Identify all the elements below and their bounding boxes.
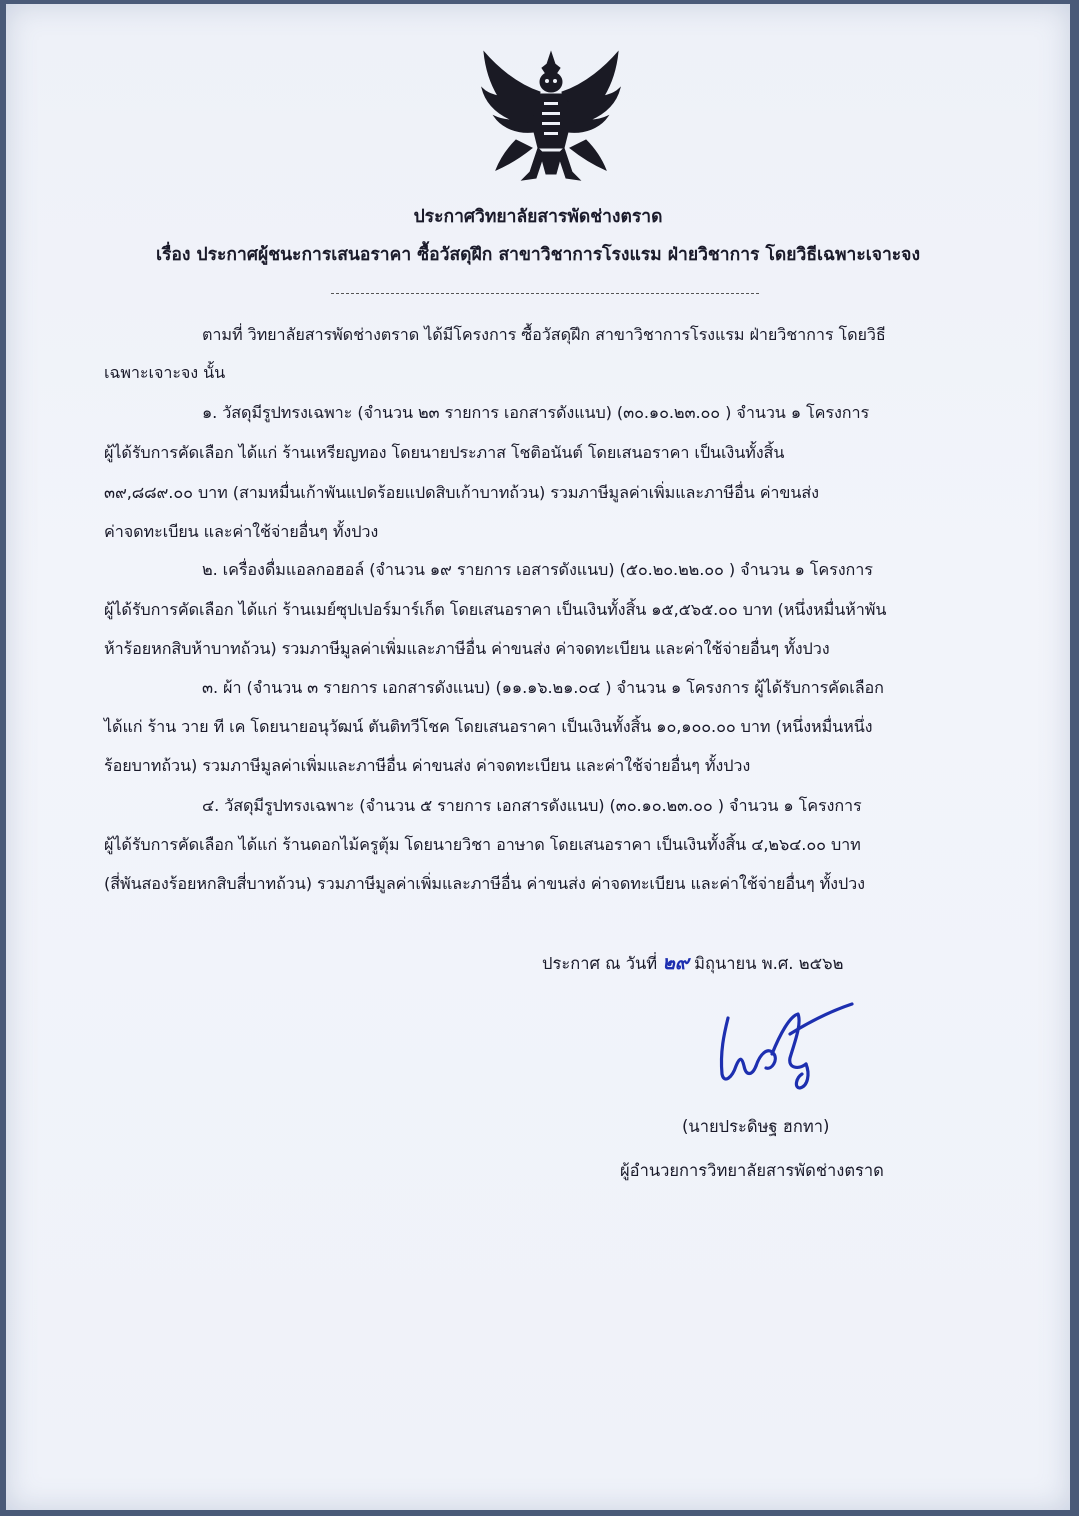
item-2-line: ผู้ได้รับการคัดเลือก ได้แก่ ร้านเมย์ซุปเปอร์มาร์เก็ต โดยเสนอราคา เป็นเงินทั้งสิ้น ๑๕,๕๖๕.๐๐ บาท (หนึ่งหมื่นห้าพัน [104,600,887,619]
intro-line: ตามที่ วิทยาลัยสารพัดช่างตราด ได้มีโครงการ ซื้อวัสดุฝึก สาขาวิชาการโรงแรม ฝ่ายวิชาการ โดยวิธี [202,325,886,344]
handwritten-signature-icon [706,994,866,1094]
item-2-line: ห้าร้อยหกสิบห้าบาทถ้วน) รวมภาษีมูลค่าเพิ่มและภาษีอื่น ค่าขนส่ง ค่าจดทะเบียน และค่าใช้จ่ายอื่นๆ ทั้งปวง [104,639,830,658]
dashed-divider [331,293,759,294]
date-suffix: มิถุนายน พ.ศ. ๒๕๖๒ [694,954,844,973]
garuda-emblem-icon [476,44,626,194]
handwritten-day: ๒๙ [662,952,689,974]
signatory-position: ผู้อำนวยการวิทยาลัยสารพัดช่างตราด [620,1161,884,1180]
item-3-line: ๓. ผ้า (จำนวน ๓ รายการ เอกสารดังแนบ) (๑๑.๑๖.๒๑.๐๔ ) จำนวน ๑ โครงการ ผู้ได้รับการคัดเลือก [202,678,884,697]
item-4-line: (สี่พันสองร้อยหกสิบสี่บาทถ้วน) รวมภาษีมูลค่าเพิ่มและภาษีอื่น ค่าขนส่ง ค่าจดทะเบียน และค่าใช้จ่ายอื่นๆ ทั้งปวง [104,874,865,893]
item-1-line: ๑. วัสดุมีรูปทรงเฉพาะ (จำนวน ๒๓ รายการ เอกสารดังแนบ) (๓๐.๑๐.๒๓.๐๐ ) จำนวน ๑ โครงการ [202,403,870,422]
document-title: ประกาศวิทยาลัยสารพัดช่างตราด [413,207,663,227]
item-3-line: ร้อยบาทถ้วน) รวมภาษีมูลค่าเพิ่มและภาษีอื่น ค่าขนส่ง ค่าจดทะเบียน และค่าใช้จ่ายอื่นๆ ทั้งปวง [104,756,751,775]
signatory-name: (นายประดิษฐ ฮกทา) [682,1117,830,1136]
item-1-line: ผู้ได้รับการคัดเลือก ได้แก่ ร้านเหรียญทอง โดยนายประภาส โชติอนันต์ โดยเสนอราคา เป็นเงินทั้งสิ้น [104,443,785,462]
document-subject: เรื่อง ประกาศผู้ชนะการเสนอราคา ซื้อวัสดุฝึก สาขาวิชาการโรงแรม ฝ่ายวิชาการ โดยวิธีเฉพาะเจาะจง [155,245,920,265]
item-4-line: ๔. วัสดุมีรูปทรงเฉพาะ (จำนวน ๕ รายการ เอกสารดังแนบ) (๓๐.๑๐.๒๓.๐๐ ) จำนวน ๑ โครงการ [202,796,862,815]
date-prefix: ประกาศ ณ วันที่ [542,954,658,973]
item-3-line: ได้แก่ ร้าน วาย ที เค โดยนายอนุวัฒน์ ตันติทวีโชค โดยเสนอราคา เป็นเงินทั้งสิ้น ๑๐,๑๐๐.๐๐ บาท (หนึ่งหมื่นหนึ่ง [104,717,873,736]
item-1-line: ๓๙,๘๘๙.๐๐ บาท (สามหมื่นเก้าพันแปดร้อยแปดสิบเก้าบาทถ้วน) รวมภาษีมูลค่าเพิ่มและภาษีอื่น ค่าขนส่ง [104,483,819,502]
intro-line: เฉพาะเจาะจง นั้น [104,363,226,382]
document-page [6,4,1070,1510]
item-4-line: ผู้ได้รับการคัดเลือก ได้แก่ ร้านดอกไม้ครูตุ้ม โดยนายวิชา อาษาด โดยเสนอราคา เป็นเงินทั้งสิ้น ๔,๒๖๔.๐๐ บาท [104,835,861,854]
announcement-date [542,948,844,978]
item-2-line: ๒. เครื่องดื่มแอลกอฮอล์ (จำนวน ๑๙ รายการ เอสารดังแนบ) (๕๐.๒๐.๒๒.๐๐ ) จำนวน ๑ โครงการ [202,560,873,579]
item-1-line: ค่าจดทะเบียน และค่าใช้จ่ายอื่นๆ ทั้งปวง [104,522,379,541]
